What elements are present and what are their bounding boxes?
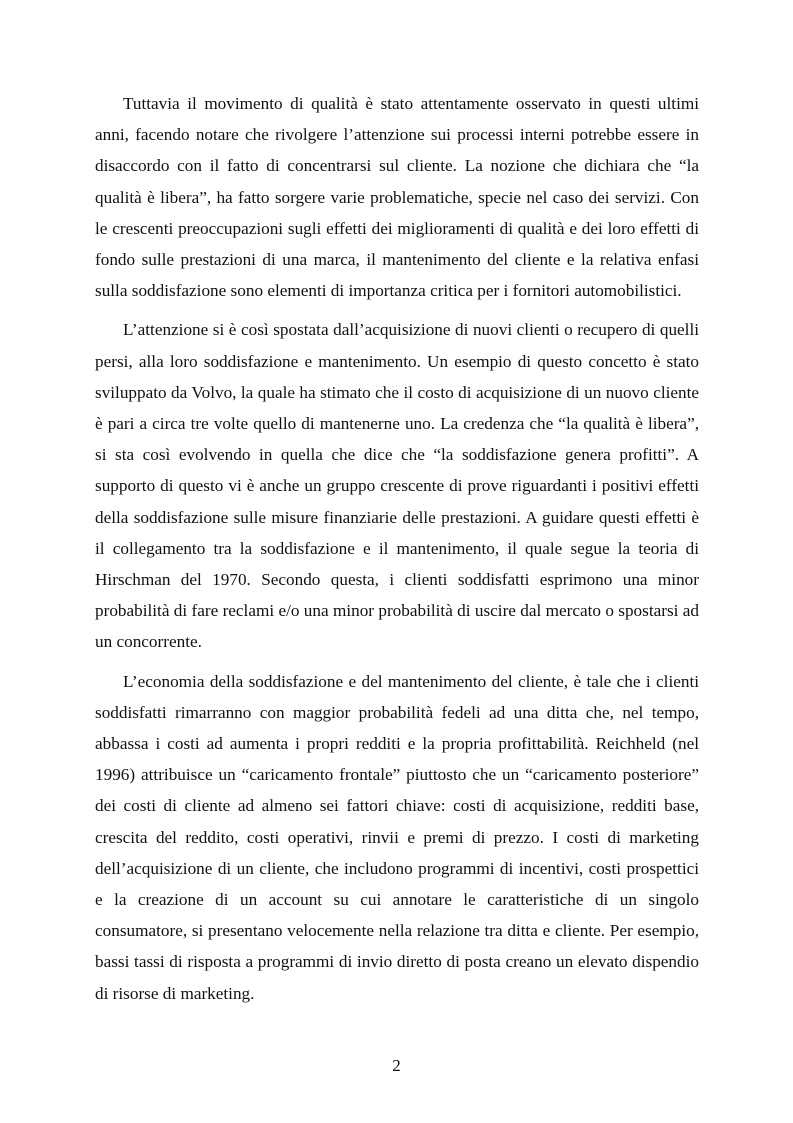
document-body [95, 88, 699, 1017]
paragraph-3: L’economia della soddisfazione e del mantenimento del cliente, è tale che i clienti soddisfatti rimarranno con maggior probabilità fedeli ad una ditta che, nel tempo, abbassa i costi ad aumenta i propri redditi e la propria profittabilità. Reichheld (nel 1996) attribuisce un “caricamento frontale” piuttosto che un “caricamento posteriore” dei costi di cliente ad almeno sei fattori chiave: costi di acquisizione, redditi base, crescita del reddito, costi operativi, rinvii e premi di prezzo. I costi di marketing dell’acquisizione di un cliente, che includono programmi di incentivi, costi prospettici e la creazione di un account su cui annotare le caratteristiche di un singolo consumatore, si presentano velocemente nella relazione tra ditta e cliente. Per esempio, bassi tassi di risposta a programmi di invio diretto di posta creano un elevato dispendio di risorse di marketing. [95, 671, 699, 1003]
paragraph-1: Tuttavia il movimento di qualità è stato attentamente osservato in questi ultimi anni, facendo notare che rivolgere l’attenzione sui processi interni potrebbe essere in disaccordo con il fatto di concentrarsi sul cliente. La nozione che dichiara che “la qualità è libera”, ha fatto sorgere varie problematiche, specie nel caso dei servizi. Con le crescenti preoccupazioni sugli effetti dei miglioramenti di qualità e dei loro effetti di fondo sulle prestazioni di una marca, il mantenimento del cliente e la relativa enfasi sulla soddisfazione sono elementi di importanza critica per i fornitori automobilistici. [95, 94, 699, 301]
paragraph-2: L’attenzione si è così spostata dall’acquisizione di nuovi clienti o recupero di quelli persi, alla loro soddisfazione e mantenimento. Un esempio di questo concetto è stato sviluppato da Volvo, la quale ha stimato che il costo di acquisizione di un nuovo cliente è pari a circa tre volte quello di mantenerne uno. La credenza che “la qualità è libera”, si sta così evolvendo in quella che dice che “la soddisfazione genera profitti”. A supporto di questo vi è anche un gruppo crescente di prove riguardanti i positivi effetti della soddisfazione sulle misure finanziarie delle prestazioni. A guidare questi effetti è il collegamento tra la soddisfazione e il mantenimento, il quale segue la teoria di Hirschman del 1970. Secondo questa, i clienti soddisfatti esprimono una minor probabilità di fare reclami e/o una minor probabilità di uscire dal mercato o spostarsi ad un concorrente. [95, 320, 699, 652]
page-number: 2 [392, 1056, 401, 1075]
